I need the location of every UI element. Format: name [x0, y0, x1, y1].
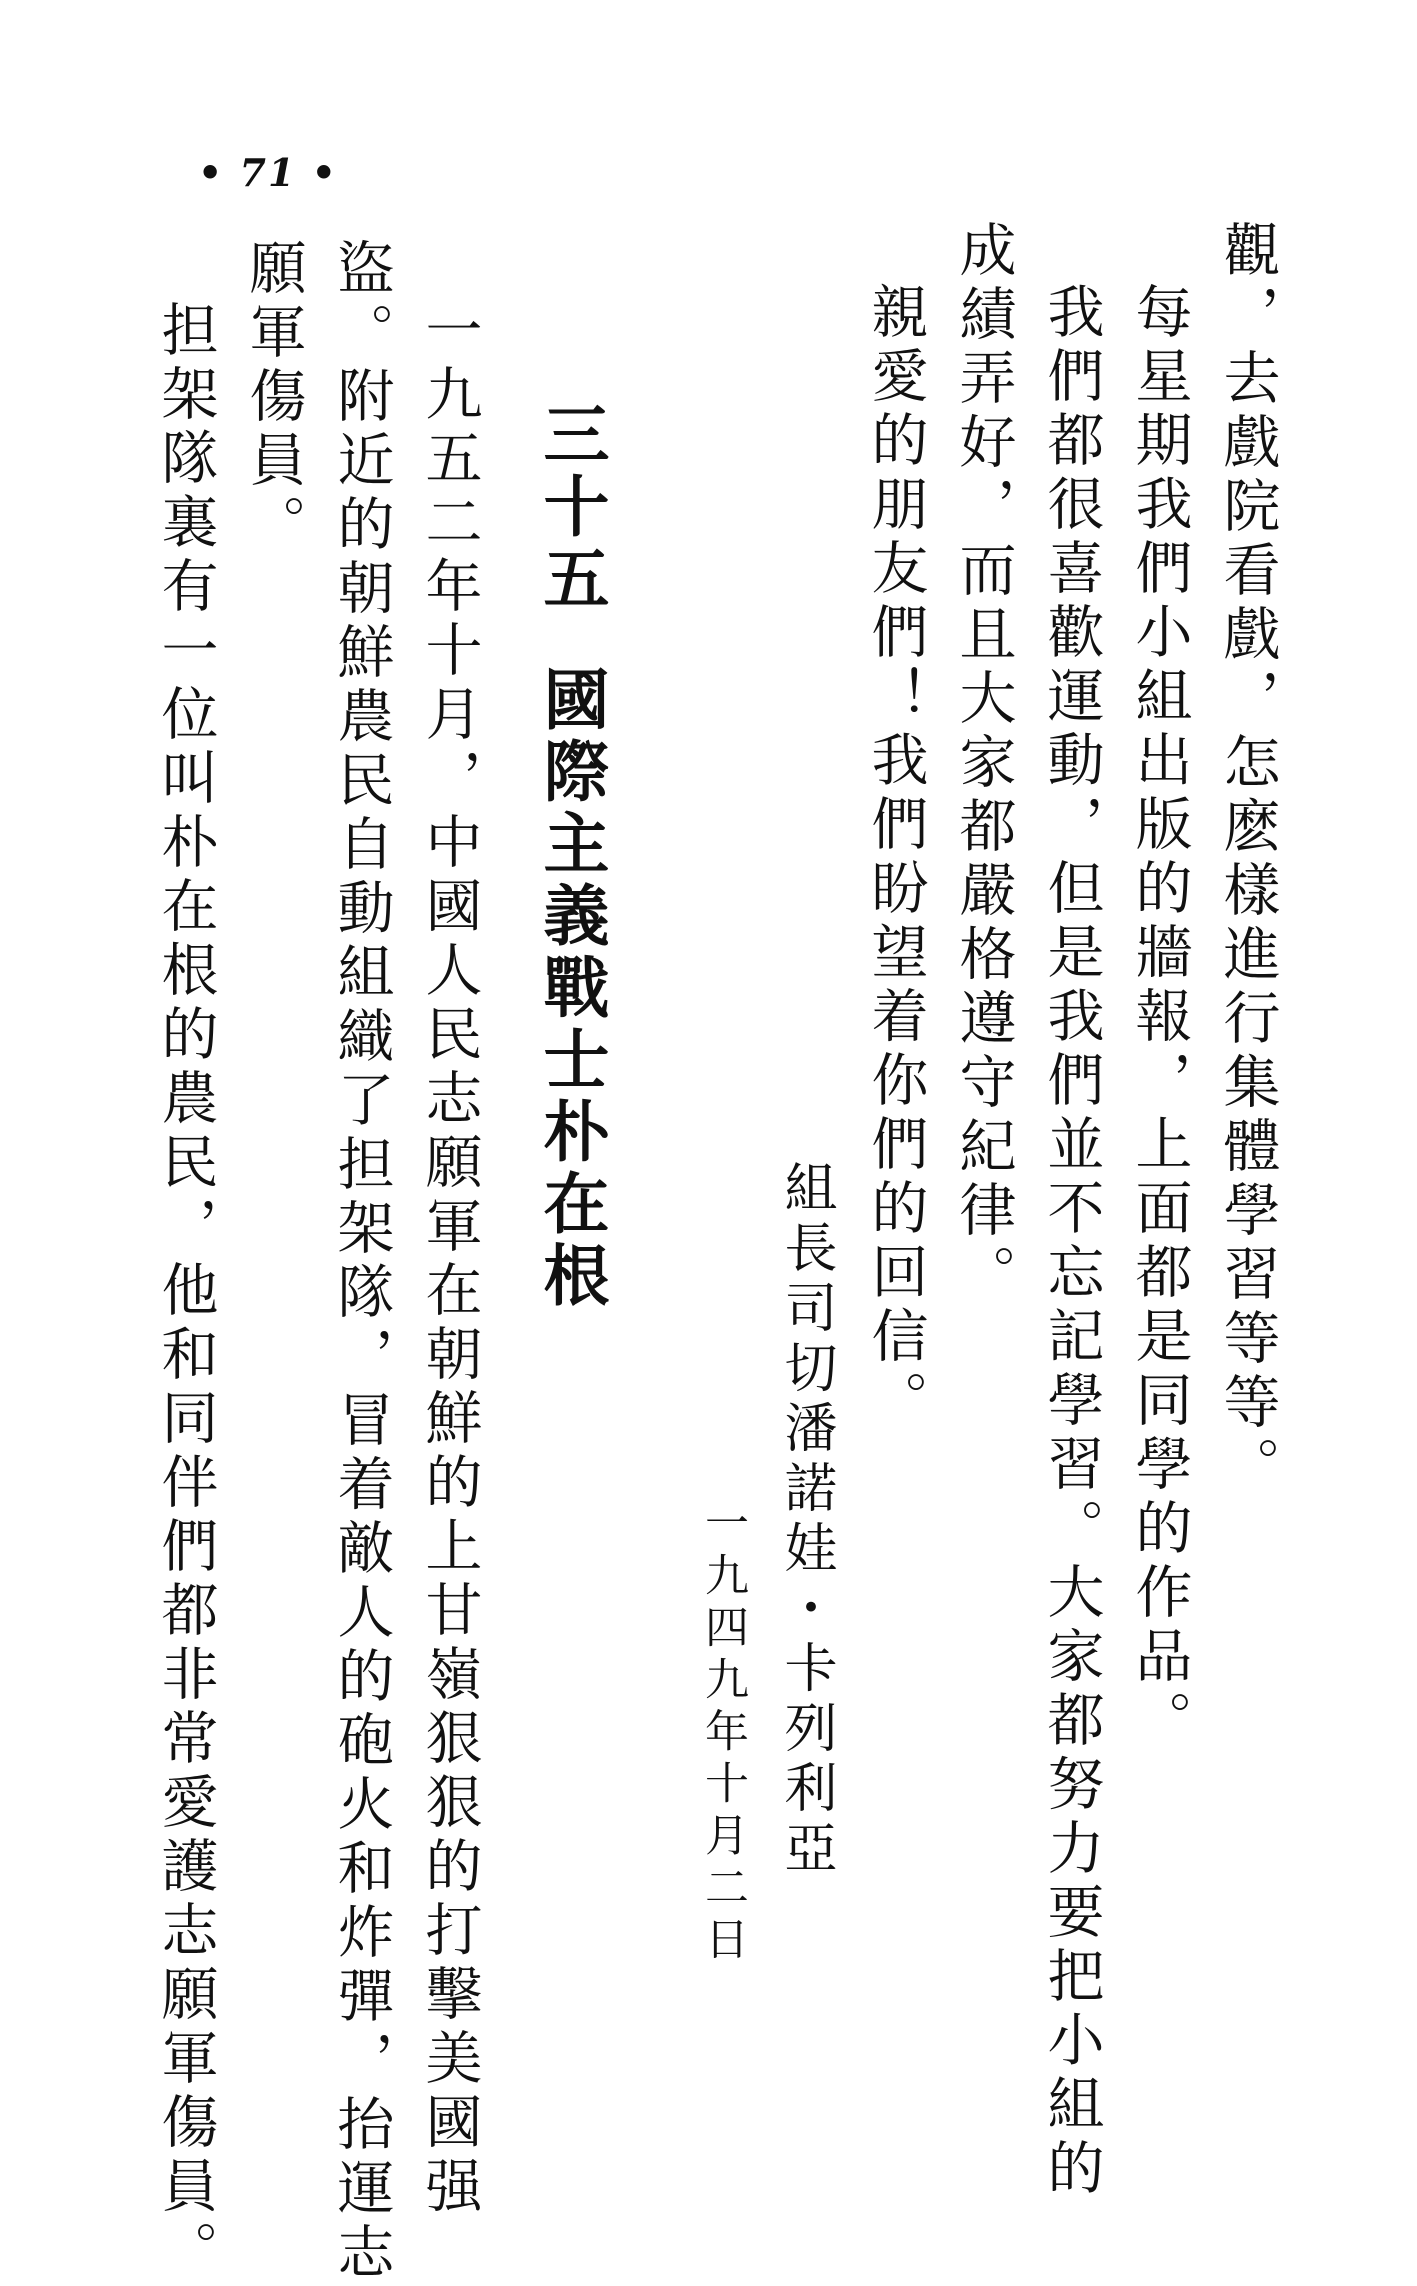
article-line-3: 願軍傷員。: [240, 238, 306, 558]
letter-line-5: 親愛的朋友們！我們盼望着你們的回信。: [862, 282, 928, 1434]
letter-line-4: 成績弄好，而且大家都嚴格遵守紀律。: [950, 220, 1016, 1308]
letter-line-3: 我們都很喜歡運動，但是我們並不忘記學習。大家都努力要把小組的: [1038, 282, 1104, 2202]
letter-signature: 組長司切潘諾娃・卡列利亞: [776, 1160, 837, 1880]
letter-line-1: 觀，去戲院看戲，怎麽樣進行集體學習等等。: [1214, 220, 1280, 1500]
article-line-1: 一九五二年十月，中國人民志願軍在朝鮮的上甘嶺狠狠的打擊美國强: [416, 300, 482, 2220]
letter-line-2: 每星期我們小組出版的牆報，上面都是同學的作品。: [1126, 282, 1192, 1754]
letter-date: 一九四九年十月二日: [697, 1500, 748, 1968]
section-title: 國際主義戰士朴在根: [532, 665, 610, 1313]
section-number: 三十五: [532, 400, 610, 616]
article-line-4: 担架隊裏有一位叫朴在根的農民，他和同伴們都非常愛護志願軍傷員。: [152, 300, 218, 2284]
page-number: • 71 •: [198, 150, 338, 195]
article-line-2: 盜。附近的朝鮮農民自動組織了担架隊，冒着敵人的砲火和炸彈，抬運志: [328, 238, 394, 2286]
